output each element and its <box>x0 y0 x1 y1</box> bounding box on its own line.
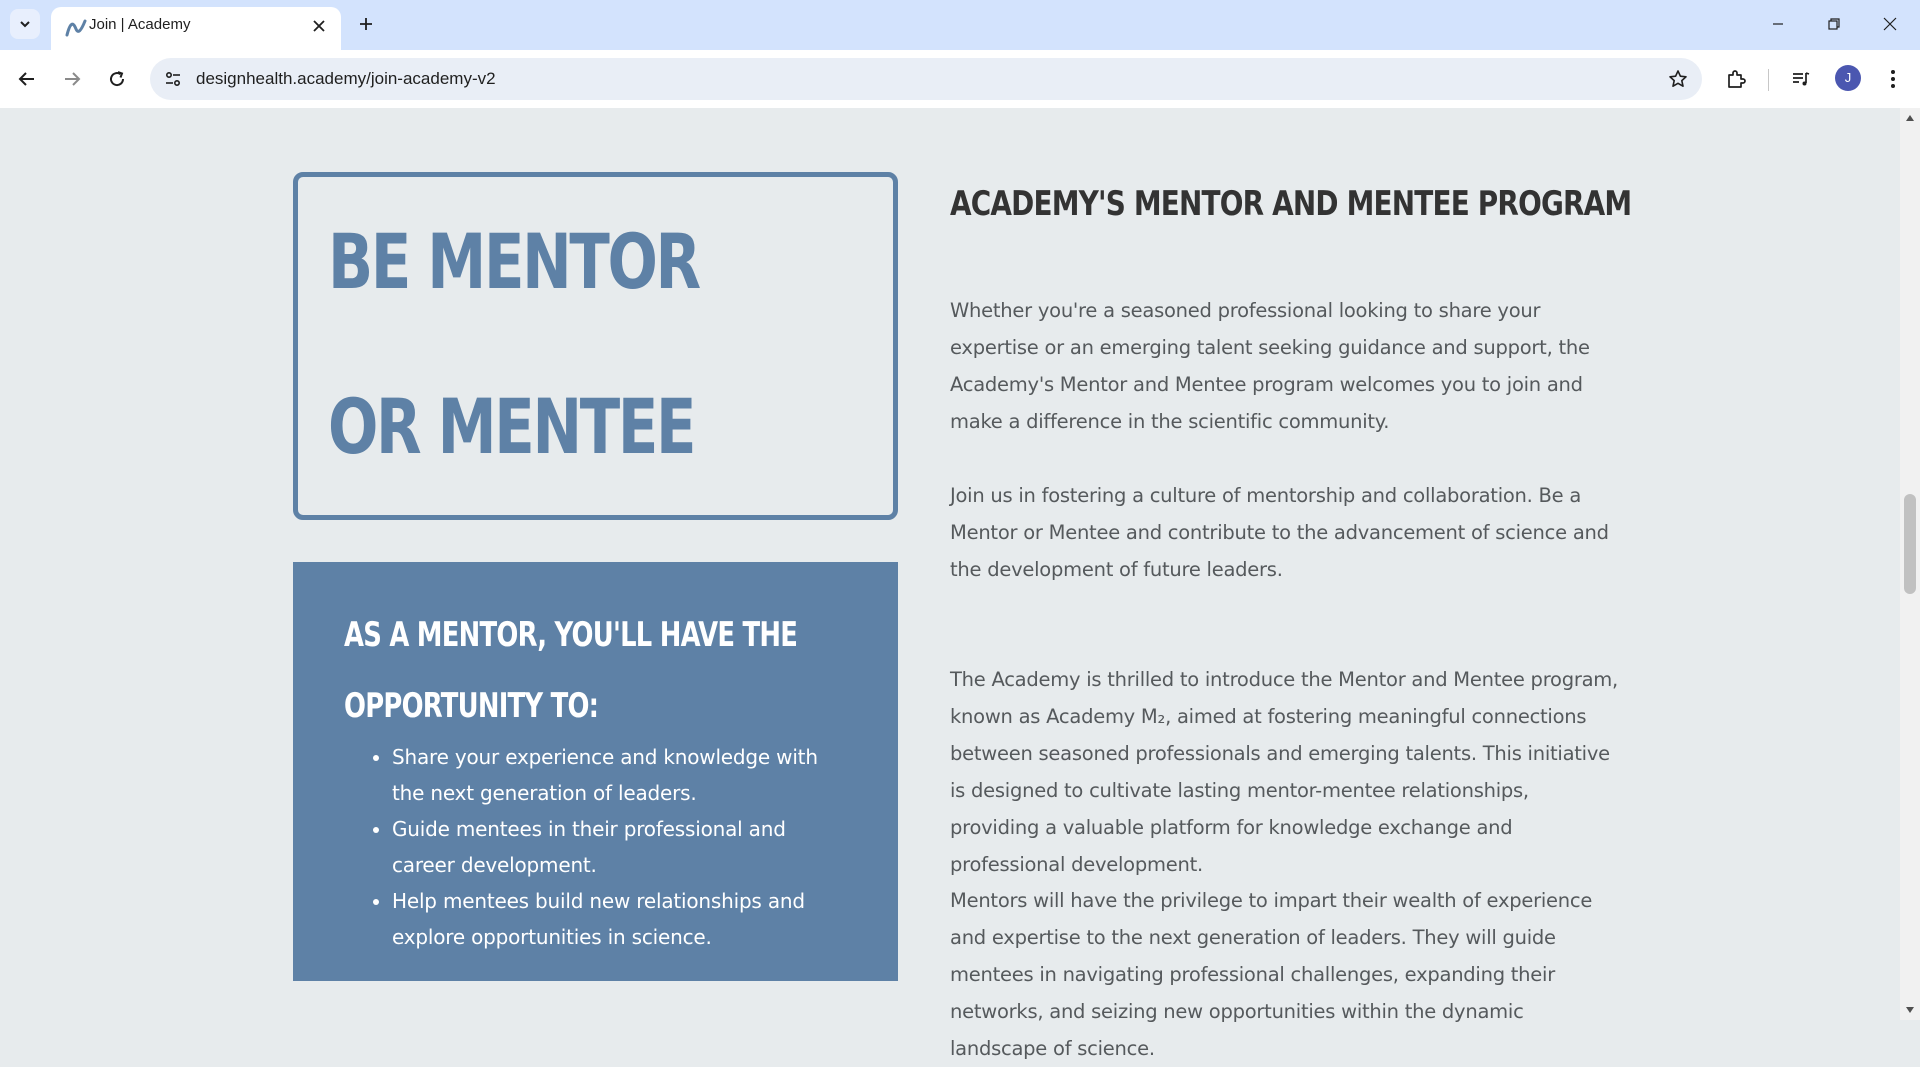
close-icon <box>1883 17 1897 31</box>
mentor-card-heading-line-2: OPPORTUNITY TO: <box>344 686 599 726</box>
restore-icon <box>1827 17 1841 31</box>
list-item: • Help mentees build new relationships and explore opportunities in science. <box>392 883 852 955</box>
tune-icon <box>164 70 182 88</box>
scrollbar-thumb[interactable] <box>1904 494 1916 594</box>
media-controls-button[interactable] <box>1785 63 1817 95</box>
bookmark-button[interactable] <box>1664 65 1692 93</box>
tab-title: Join | Academy <box>89 16 191 33</box>
program-description <box>950 182 1632 1060</box>
reload-button[interactable] <box>99 61 135 97</box>
minimize-button[interactable] <box>1750 0 1806 48</box>
queue-music-icon <box>1791 69 1811 89</box>
new-tab-button[interactable] <box>352 10 380 38</box>
profile-avatar[interactable]: J <box>1835 65 1861 91</box>
program-paragraph-1: Whether you're a seasoned professional looking to share your expertise or an emerging talent seeking guidance and support, the Academy's Mentor and Mentee program welcomes you to join and make a difference in the scientific community. <box>950 299 1590 433</box>
restore-button[interactable] <box>1806 0 1862 48</box>
mentor-card-heading <box>344 600 798 742</box>
mentor-opportunities-list <box>392 739 852 955</box>
list-item: • Share your experience and knowledge with the next generation of leaders. <box>392 739 852 811</box>
academy-favicon-icon <box>65 19 87 37</box>
scroll-up-arrow[interactable] <box>1900 110 1920 126</box>
program-paragraph-3: The Academy is thrilled to introduce the Mentor and Mentee program, known as Academy M₂, aimed at fostering meaningful connections between seasoned professionals and emerging talents. This initiative is designed to cultivate lasting mentor-mentee relationships, providing a valuable platform for knowledge exchange and professional development. <box>950 668 1618 876</box>
tab-close-button[interactable] <box>307 14 331 38</box>
more-vert-icon <box>1890 69 1896 89</box>
close-icon <box>313 20 325 32</box>
browser-toolbar <box>0 50 1920 108</box>
hero-title-box <box>293 172 898 520</box>
chevron-down-icon <box>18 17 32 31</box>
star-icon <box>1668 69 1688 89</box>
reload-icon <box>108 70 126 88</box>
program-title: ACADEMY'S MENTOR AND MENTEE PROGRAM <box>950 184 1632 224</box>
list-item: • Guide mentees in their professional and career development. <box>392 811 852 883</box>
page-viewport <box>0 108 1900 1060</box>
back-button[interactable] <box>9 61 45 97</box>
tab-strip <box>0 0 1920 50</box>
active-tab[interactable] <box>51 7 341 50</box>
plus-icon <box>358 16 374 32</box>
url-text[interactable]: designhealth.academy/join-academy-v2 <box>196 69 496 88</box>
close-window-button[interactable] <box>1862 0 1918 48</box>
puzzle-icon <box>1726 69 1746 89</box>
triangle-up-icon <box>1905 114 1915 122</box>
arrow-left-icon <box>18 70 36 88</box>
triangle-down-icon <box>1905 1006 1915 1014</box>
program-paragraph-2: Join us in fostering a culture of mentorship and collaboration. Be a Mentor or Mentee and contribute to the advancement of science and the development of future leaders. <box>950 484 1609 581</box>
browser-menu-button[interactable] <box>1877 63 1909 95</box>
forward-button[interactable] <box>54 61 90 97</box>
hero-title-line-2: OR MENTEE <box>328 382 695 471</box>
site-info-button[interactable] <box>158 64 188 94</box>
minimize-icon <box>1771 17 1785 31</box>
page-scrollbar[interactable] <box>1900 108 1920 1020</box>
program-paragraph-4: Mentors will have the privilege to impart their wealth of experience and expertise to the next generation of leaders. They will guide mentees in navigating professional challenges, expanding their networks, and seizing new opportunities within the dynamic landscape of science. <box>950 889 1593 1060</box>
arrow-right-icon <box>63 70 81 88</box>
hero-title-line-1: BE MENTOR <box>328 217 699 306</box>
extensions-button[interactable] <box>1720 63 1752 95</box>
tab-search-button[interactable] <box>10 9 40 39</box>
scroll-down-arrow[interactable] <box>1900 1002 1920 1018</box>
address-bar[interactable] <box>150 58 1702 100</box>
toolbar-divider <box>1768 69 1769 91</box>
mentor-card-heading-line-1: AS A MENTOR, YOU'LL HAVE THE <box>344 615 798 655</box>
mentor-opportunities-card <box>293 562 898 981</box>
